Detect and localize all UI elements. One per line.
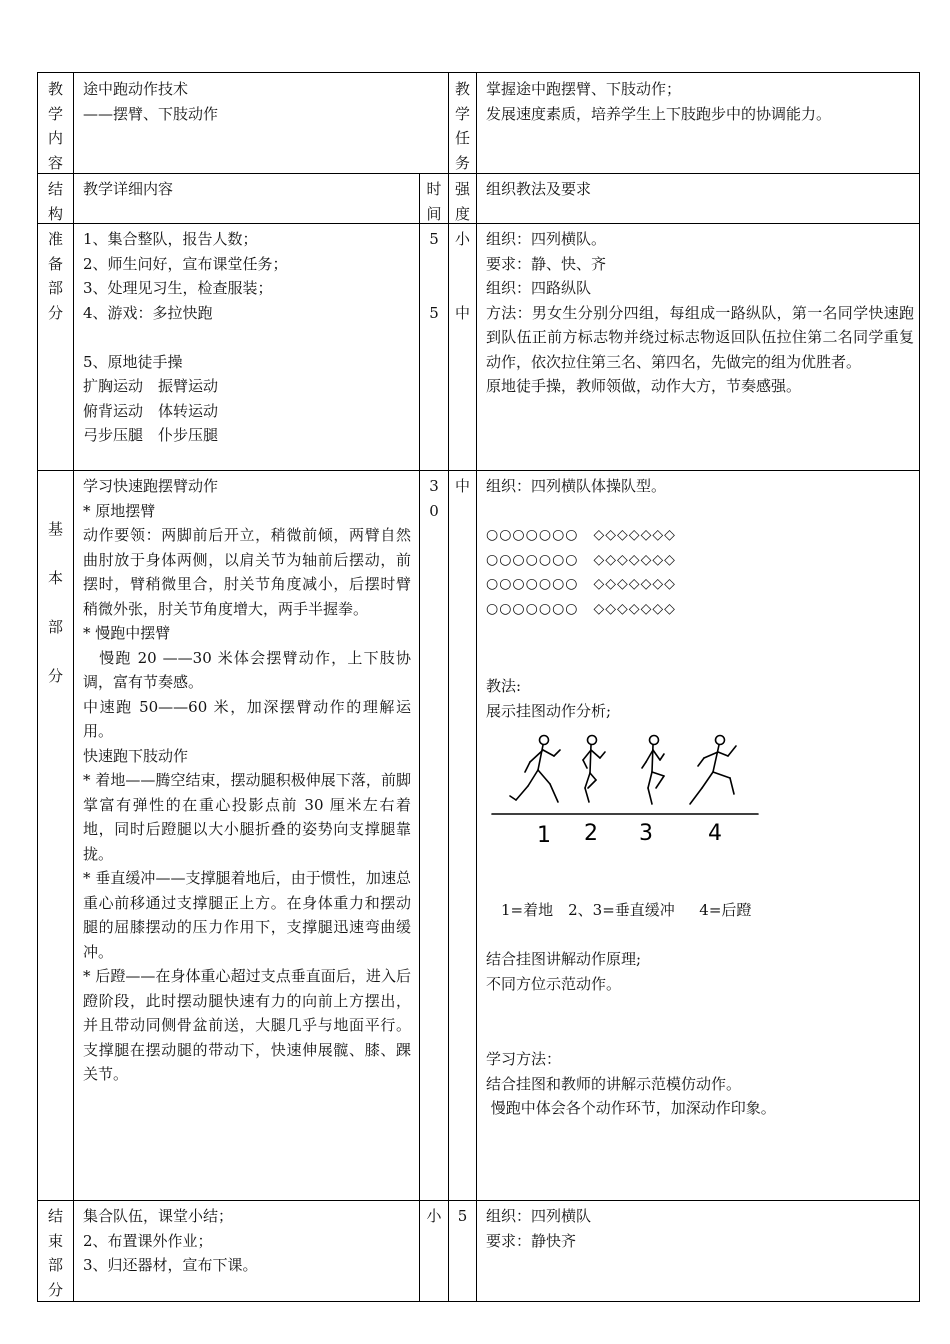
prep-intensity: 小 中 — [454, 230, 470, 322]
formation-row: ○○○○○○○ ◇◇◇◇◇◇◇ — [486, 551, 676, 568]
task-header: 教 学 任 务 — [454, 80, 470, 172]
running-phases-illustration — [488, 728, 764, 852]
figure-caption: 1=着地 2、3=垂直缓冲 4=后蹬 结合挂图讲解动作原理; 不同方位示范动作。 — [486, 901, 752, 993]
phase-number-2: 2 — [584, 821, 598, 846]
formation-row: ○○○○○○○ ◇◇◇◇◇◇◇ — [486, 576, 676, 592]
end-time: 小 — [426, 1207, 442, 1225]
main-time: 3 0 — [429, 477, 439, 520]
prep-method: 组织：四列横队。 要求：静、快、齐 组织：四路纵队 方法：男女生分别分四组，每组成一路纵队，第一名同学快速跑到队伍正前方标志物并绕过标志物返回队伍拉住第二名同学重复动作，依次拉住第三名、第四名，先做完的组为优胜者。 原地徒手操，教师领做，动作大方，节奏感强。 — [486, 230, 914, 395]
main-title: 学习快速跑摆臂动作 — [83, 477, 219, 495]
end-section-label: 结 束 部 分 — [47, 1207, 63, 1299]
main-section-label: 基 本 部 分 — [47, 520, 63, 685]
intensity-header: 强 度 — [454, 180, 470, 223]
main-method: 组织：四列横队体操队型。 ○○○○○○○ ◇◇◇◇◇◇◇ ○○○○○○○ ◇◇◇◇◇◇◇ ○○○○○○○ ◇◇◇◇◇◇◇ ○○○○○○○ ◇◇◇◇◇◇◇ — [480, 471, 918, 624]
runner-figure-1 — [510, 736, 560, 803]
phase-number-1: 1 — [537, 823, 551, 848]
end-intensity: 5 — [457, 1207, 468, 1225]
teaching-method: 教法: 展示挂图动作分析; — [486, 677, 612, 720]
row1-header: 教 学 内 容 — [47, 80, 63, 172]
method-header: 组织教法及要求 — [486, 180, 592, 198]
prep-section-label: 准 备 部 分 — [47, 230, 63, 322]
phase-number-3: 3 — [639, 821, 653, 846]
end-method: 组织：四列横队 要求：静快齐 — [486, 1207, 592, 1250]
teaching-content: 途中跑动作技术 ——摆臂、下肢动作 — [83, 80, 219, 123]
runner-figure-4 — [690, 736, 736, 805]
main-content: 学习快速跑摆臂动作 * 原地摆臂 动作要领：两脚前后开立，稍微前倾，两臂自然曲肘放于身体两侧，以肩关节为轴前后摆动，前摆时，臂稍微里合，肘关节角度减小，后摆时臂稍微外张，肘关节角度增大，两手半握拳。 * 慢跑中摆臂 慢跑 20 ——30 米体会摆臂动作，上下肢协调，富有节奏感。 中速跑 50——60 米，加深摆臂动作的理解运用。 快速跑下肢动作 * 着地——腾空结束，摆动腿积极伸展下落，前脚掌富有弹性的在重心投影点前 30 厘米左右着地，同时后蹬腿以大小腿折叠的姿势向支撑腿靠拢。 * 垂直缓冲——支撑腿着地后，由于惯性，加速总重心前移通过支撑腿正上方。在身体重力和摆动腿的屈膝摆动的压力作用下，支撑腿迅速弯曲缓冲。 * 后蹬——在身体重心超过支点垂直面后，进入后蹬阶段，此时摆动腿快速有力的向前上方摆出，并且带动同侧骨盆前送，大腿几乎与地面平行。支撑腿在摆动腿的带动下，快速伸展髋、膝、踝关节。 — [77, 471, 417, 1090]
runner-figure-3 — [642, 736, 664, 805]
runner-figure-2 — [583, 736, 605, 803]
prep-time: 5 5 — [429, 230, 439, 322]
prep-content: 1、集合整队，报告人数； 2、师生问好，宣布课堂任务； 3、处理见习生，检查服装； 4、游戏：多拉快跑 5、原地徒手操 扩胸运动 振臂运动 俯背运动 体转运动 弓步压腿 仆步压腿 — [83, 230, 288, 444]
formation-row: ○○○○○○○ ◇◇◇◇◇◇◇ — [486, 527, 676, 543]
main-intensity: 中 — [454, 477, 470, 495]
learning-method: 学习方法： 结合挂图和教师的讲解示范模仿动作。 慢跑中体会各个动作环节，加深动作印象。 — [486, 1050, 776, 1117]
time-header: 时 间 — [426, 180, 442, 223]
teaching-task: 掌握途中跑摆臂、下肢动作； 发展速度素质，培养学生上下肢跑步中的协调能力。 — [486, 80, 832, 123]
detail-header: 教学详细内容 — [83, 180, 174, 198]
formation-row: ○○○○○○○ ◇◇◇◇◇◇◇ — [486, 600, 676, 617]
structure-header: 结 构 — [47, 180, 63, 223]
end-content: 集合队伍，课堂小结； 2、布置课外作业； 3、归还器材，宣布下课。 — [83, 1207, 258, 1274]
phase-number-4: 4 — [708, 821, 722, 846]
